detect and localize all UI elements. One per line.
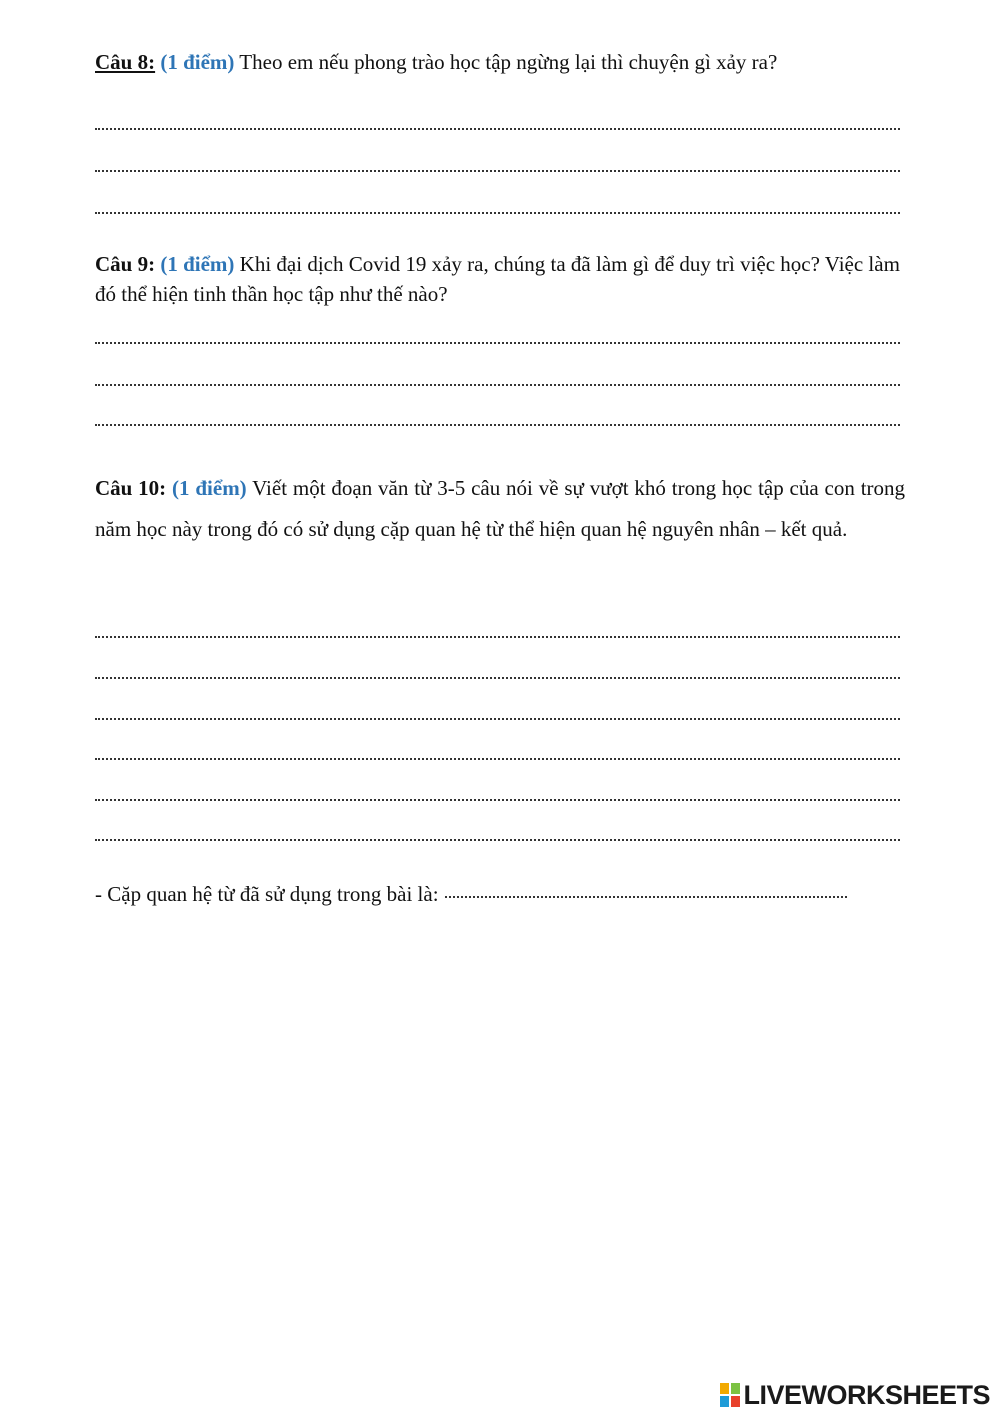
answer-line[interactable]: [95, 212, 900, 214]
answer-line[interactable]: [95, 128, 900, 130]
question-10-points: (1 điểm): [172, 476, 247, 500]
brand-name: LIVEWORKSHEETS: [743, 1379, 990, 1410]
answer-line[interactable]: [95, 636, 900, 638]
relation-pair-blank[interactable]: [445, 896, 847, 898]
answer-line[interactable]: [95, 424, 900, 426]
question-8-text: Theo em nếu phong trào học tập ngừng lại thì chuyện gì xảy ra?: [239, 50, 778, 74]
question-8-label: Câu 8:: [95, 50, 156, 74]
question-9-text: Khi đại dịch Covid 19 xảy ra, chúng ta đã làm gì để duy trì việc học? Việc làm đó thể hiện tinh thần học tập như thế nào?: [95, 252, 900, 306]
logo-tile: [731, 1383, 740, 1394]
logo-tile: [720, 1396, 729, 1407]
question-9: [95, 249, 905, 309]
answer-line[interactable]: [95, 799, 900, 801]
question-8: [95, 47, 905, 77]
answer-line[interactable]: [95, 342, 900, 344]
question-10-text: Viết một đoạn văn từ 3-5 câu nói về sự vượt khó trong học tập của con trong năm học này trong đó có sử dụng cặp quan hệ từ thể hiện quan hệ nguyên nhân – kết quả.: [95, 476, 906, 541]
question-10: [95, 468, 905, 550]
question-8-points: (1 điểm): [160, 50, 235, 74]
logo-tile: [731, 1396, 740, 1407]
answer-line[interactable]: [95, 677, 900, 679]
logo-tile: [720, 1383, 729, 1394]
answer-line[interactable]: [95, 718, 900, 720]
liveworksheets-brand: [720, 1380, 990, 1410]
answer-line[interactable]: [95, 170, 900, 172]
question-10-label: Câu 10:: [95, 476, 167, 500]
liveworksheets-logo-icon: [720, 1383, 740, 1407]
answer-line[interactable]: [95, 758, 900, 760]
question-9-points: (1 điểm): [160, 252, 235, 276]
answer-line[interactable]: [95, 839, 900, 841]
relation-pair-row: [95, 879, 905, 909]
answer-line[interactable]: [95, 384, 900, 386]
question-9-label: Câu 9:: [95, 252, 156, 276]
relation-pair-prompt: - Cặp quan hệ từ đã sử dụng trong bài là:: [95, 882, 439, 906]
